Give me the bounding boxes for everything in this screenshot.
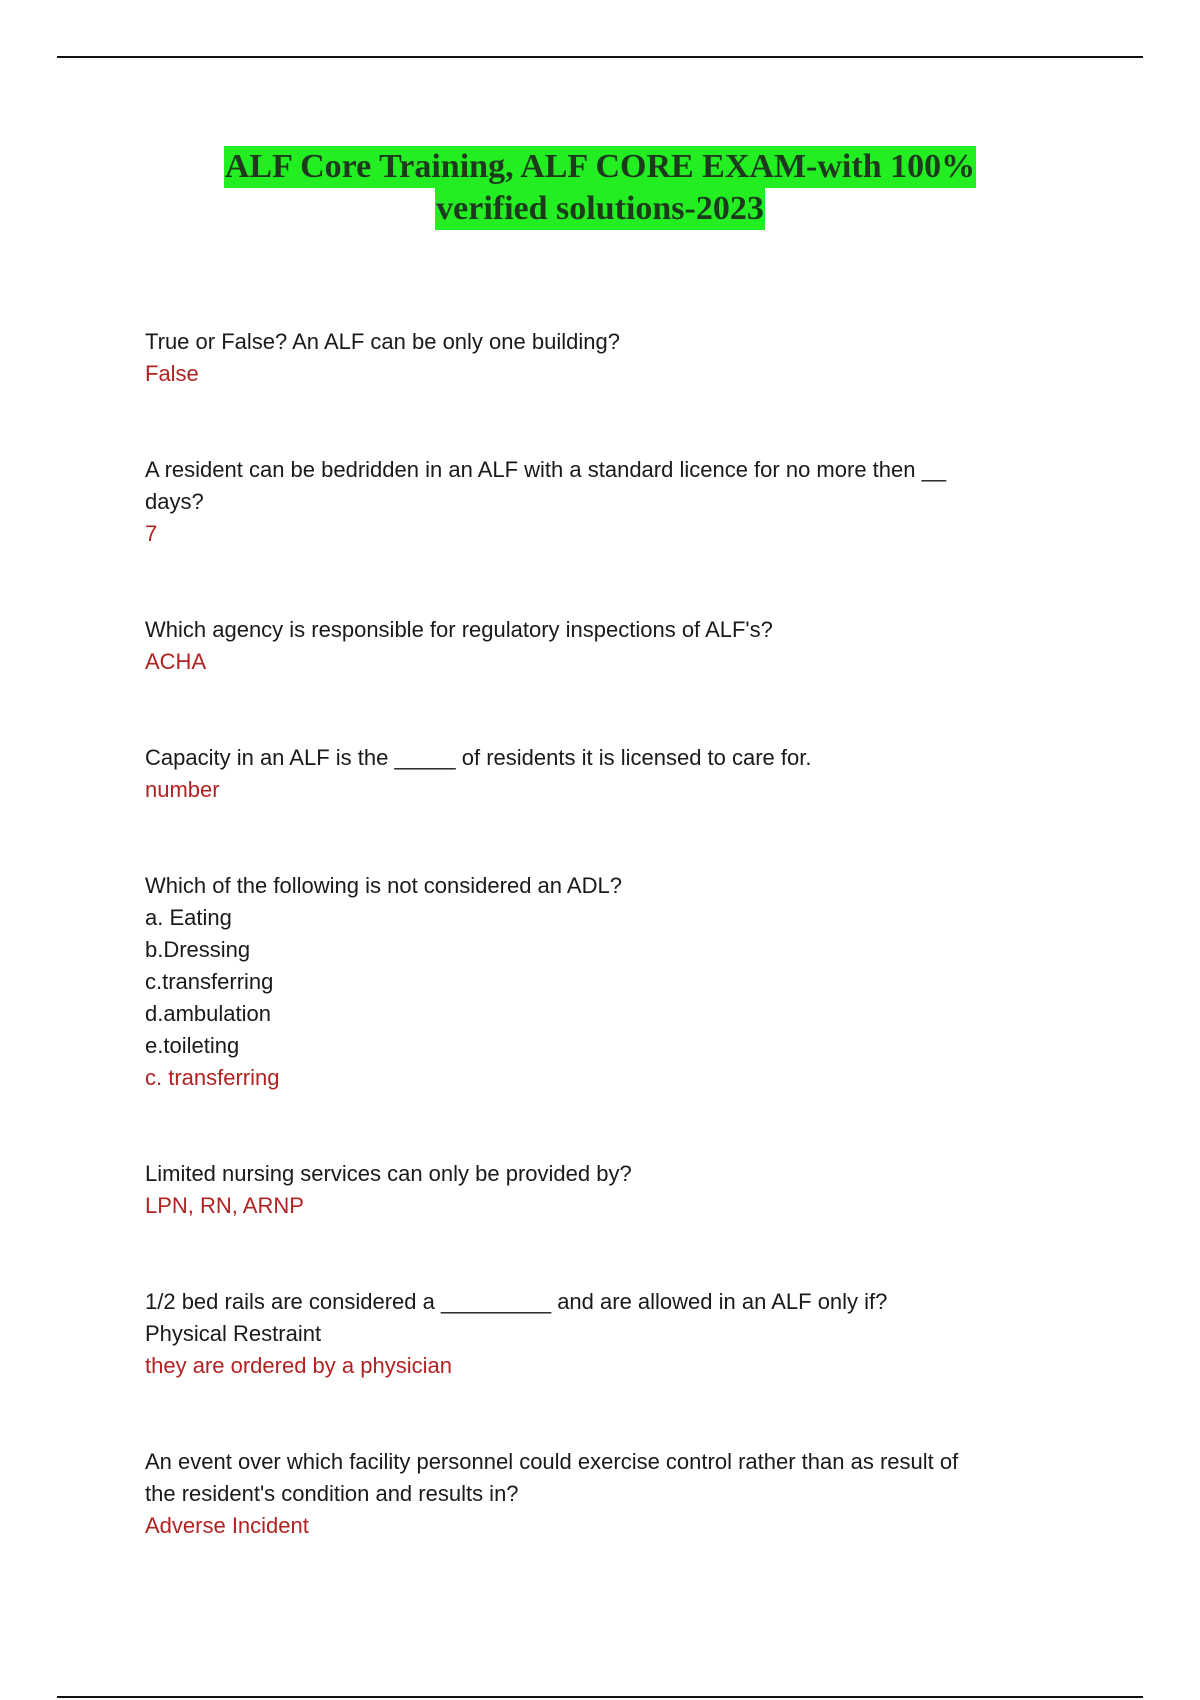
bottom-rule xyxy=(57,1696,1143,1698)
answer-text: False xyxy=(145,361,199,386)
question-text-continued: Physical Restraint xyxy=(145,1321,322,1346)
qa-item-6 xyxy=(145,1158,1045,1222)
answer-text: number xyxy=(145,777,220,802)
qa-item-2 xyxy=(145,454,1045,550)
qa-item-4 xyxy=(145,742,1045,806)
qa-item-8 xyxy=(145,1446,1045,1542)
qa-item-7 xyxy=(145,1286,1045,1382)
question-text: 1/2 bed rails are considered a _________ and are allowed in an ALF only if? xyxy=(145,1289,888,1314)
qa-item-5 xyxy=(145,870,1045,1094)
question-text: Capacity in an ALF is the _____ of residents it is licensed to care for. xyxy=(145,745,812,770)
option-a: a. Eating xyxy=(145,905,232,930)
question-text-continued: days? xyxy=(145,489,204,514)
qa-list xyxy=(145,326,1045,1542)
answer-text: c. transferring xyxy=(145,1065,280,1090)
title-line-2: verified solutions-2023 xyxy=(435,188,765,230)
document-title xyxy=(60,146,1140,230)
question-text: Limited nursing services can only be provided by? xyxy=(145,1161,632,1186)
title-line-1: ALF Core Training, ALF CORE EXAM-with 100% xyxy=(224,146,976,188)
question-text-continued: the resident's condition and results in? xyxy=(145,1481,519,1506)
option-c: c.transferring xyxy=(145,969,274,994)
question-text: Which agency is responsible for regulatory inspections of ALF's? xyxy=(145,617,773,642)
question-text: An event over which facility personnel could exercise control rather than as result of xyxy=(145,1449,959,1474)
qa-item-1 xyxy=(145,326,1045,390)
answer-text: 7 xyxy=(145,521,158,546)
answer-text: they are ordered by a physician xyxy=(145,1353,452,1378)
answer-text: Adverse Incident xyxy=(145,1513,309,1538)
qa-item-3 xyxy=(145,614,1045,678)
option-e: e.toileting xyxy=(145,1033,240,1058)
question-text: True or False? An ALF can be only one building? xyxy=(145,329,620,354)
top-rule xyxy=(57,56,1143,58)
option-b: b.Dressing xyxy=(145,937,251,962)
option-d: d.ambulation xyxy=(145,1001,271,1026)
question-text: A resident can be bedridden in an ALF with a standard licence for no more then __ xyxy=(145,457,947,482)
question-text: Which of the following is not considered an ADL? xyxy=(145,873,622,898)
answer-text: ACHA xyxy=(145,649,207,674)
answer-text: LPN, RN, ARNP xyxy=(145,1193,304,1218)
